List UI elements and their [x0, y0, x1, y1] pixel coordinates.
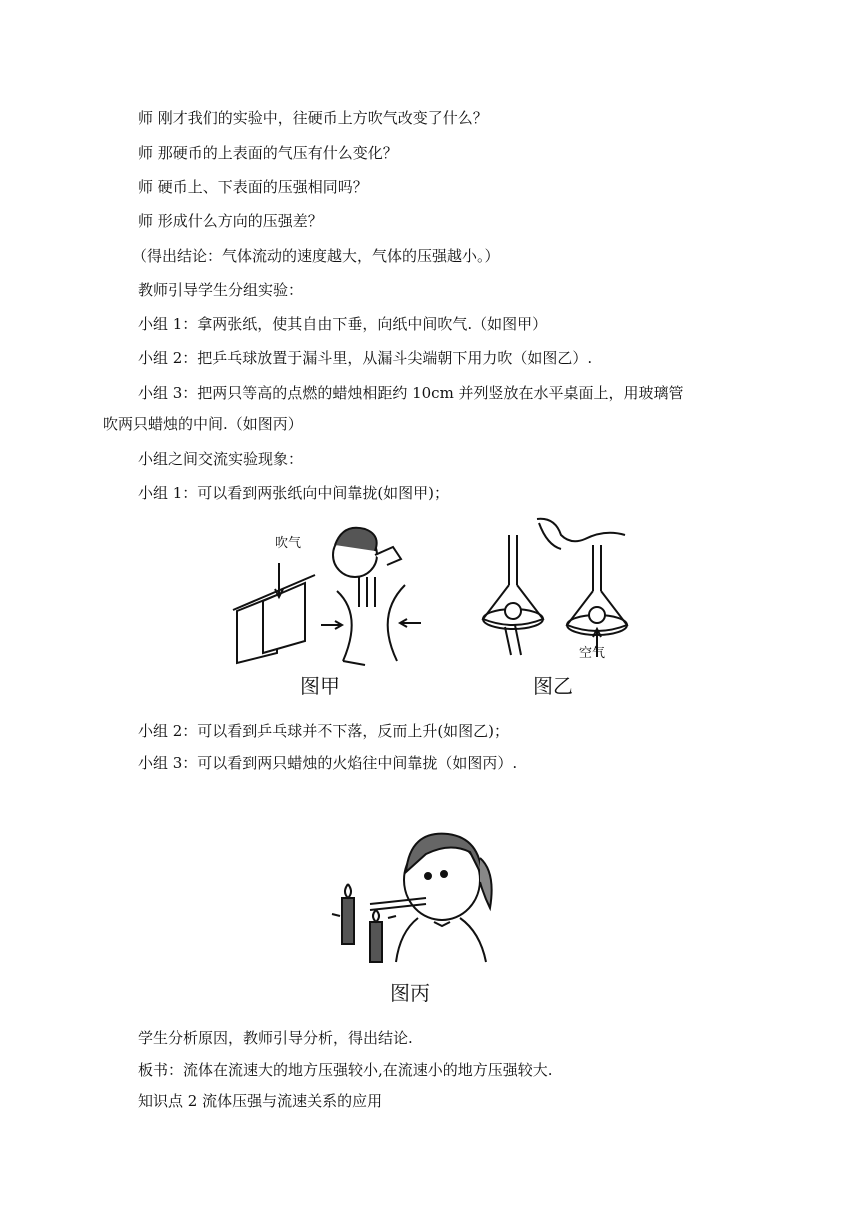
figure-bing-label: 图丙	[390, 981, 430, 1005]
text-line-3: 师 硬币上、下表面的压强相同吗？	[138, 178, 368, 196]
text-line-13: 小组 2：可以看到乒乓球并不下落，反而上升(如图乙)；	[138, 722, 510, 740]
text-line-7: 小组 1：拿两张纸，使其自由下垂，向纸中间吹气.（如图甲）	[138, 315, 548, 333]
text-line-11: 小组之间交流实验现象：	[138, 450, 304, 468]
text-line-6: 教师引导学生分组实验：	[138, 281, 304, 299]
figure-jia-blow-label: 吹气	[275, 536, 302, 551]
text-line-2: 师 那硬币的上表面的气压有什么变化？	[138, 144, 398, 162]
text-line-12: 小组 1：可以看到两张纸向中间靠拢(如图甲)；	[138, 484, 450, 502]
text-line-1: 师 刚才我们的实验中，往硬币上方吹气改变了什么？	[138, 109, 488, 127]
figure-yi-air-label: 空气	[579, 646, 606, 661]
text-line-8: 小组 2：把乒乓球放置于漏斗里，从漏斗尖端朝下用力吹（如图乙）.	[138, 349, 593, 367]
figure-jia-illustration	[225, 515, 425, 665]
text-line-9: 小组 3：把两只等高的点燃的蜡烛相距约 10cm 并列竖放在水平桌面上，用玻璃管	[138, 384, 684, 402]
text-line-17: 知识点 2 流体压强与流速关系的应用	[138, 1092, 383, 1110]
text-line-4: 师 形成什么方向的压强差？	[138, 212, 323, 230]
figure-jia-label: 图甲	[300, 674, 340, 698]
text-line-16: 板书：流体在流速大的地方压强较小,在流速小的地方压强较大.	[138, 1061, 553, 1079]
text-line-conclusion: （得出结论：气体流动的速度越大，气体的压强越小。）	[132, 247, 500, 265]
text-line-14: 小组 3：可以看到两只蜡烛的火焰往中间靠拢（如图丙）.	[138, 754, 518, 772]
figure-yi-illustration	[475, 515, 635, 665]
text-line-15: 学生分析原因，教师引导分析，得出结论.	[138, 1029, 413, 1047]
figure-bing-illustration	[330, 822, 500, 972]
text-line-10: 吹两只蜡烛的中间.（如图丙）	[103, 415, 303, 433]
figure-yi-label: 图乙	[533, 674, 573, 698]
